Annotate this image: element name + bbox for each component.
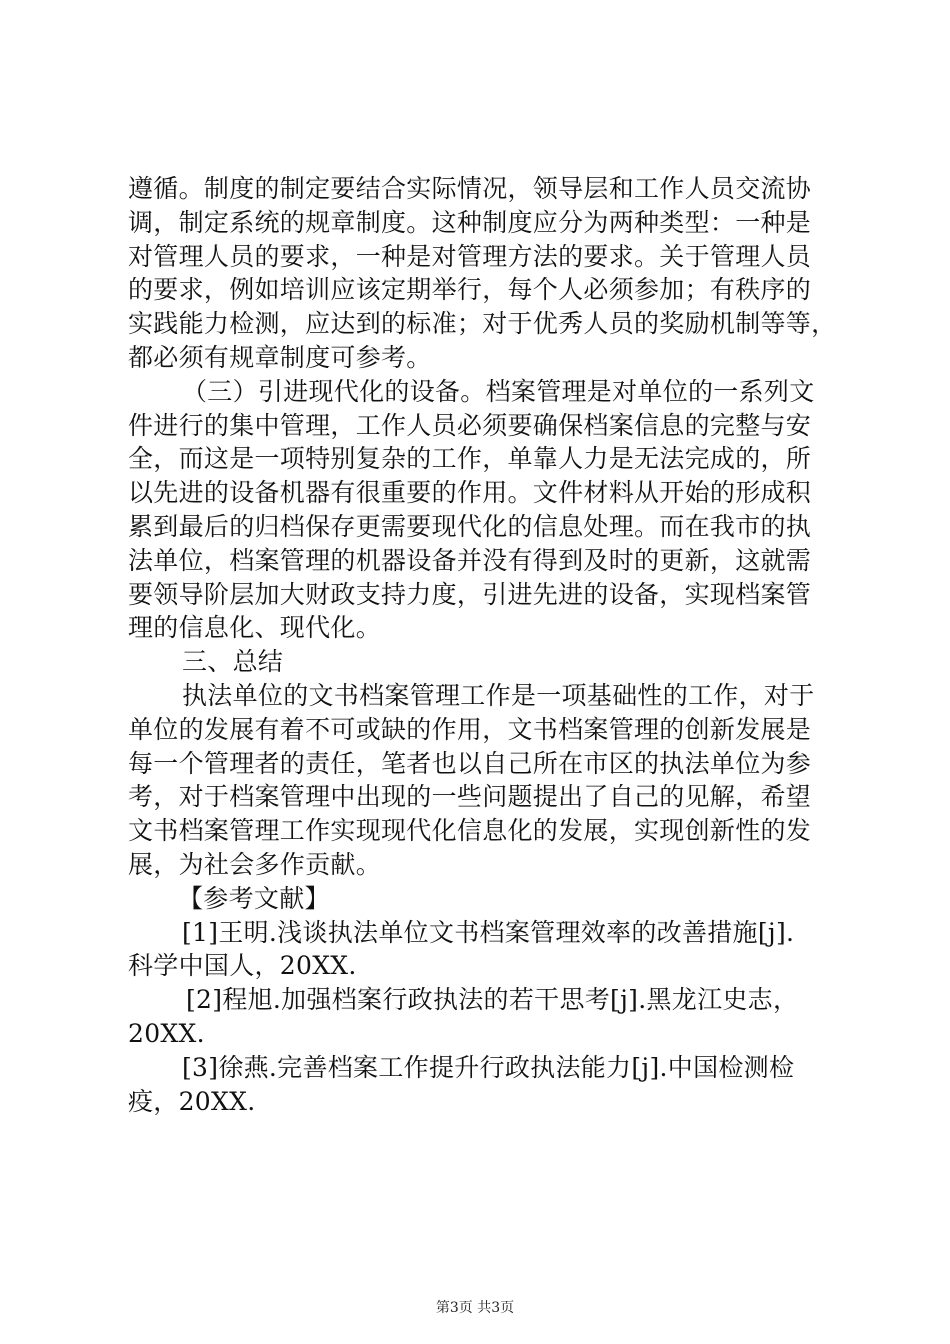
paragraph-line: （三）引进现代化的设备。档案管理是对单位的一系列文 — [182, 376, 815, 406]
paragraph-line: 单位的发展有着不可或缺的作用，文书档案管理的创新发展是 — [128, 714, 812, 744]
paragraph-line: 法单位，档案管理的机器设备并没有得到及时的更新，这就需 — [128, 545, 812, 575]
paragraph-line: 全，而这是一项特别复杂的工作，单靠人力是无法完成的，所 — [128, 444, 812, 474]
paragraph-line: 对管理人员的要求，一种是对管理方法的要求。关于管理人员 — [128, 241, 812, 271]
reference-entry: 科学中国人，20XX. — [128, 951, 357, 981]
reference-entry: 疫，20XX. — [128, 1086, 256, 1116]
document-body — [128, 172, 838, 1118]
reference-entry: [3]徐燕.完善档案工作提升行政执法能力[j].中国检测检 — [182, 1052, 795, 1082]
paragraph-line: 实践能力检测，应达到的标准；对于优秀人员的奖励机制等等， — [128, 309, 837, 339]
references-heading: 【参考文献】 — [178, 883, 330, 913]
paragraph-line: 要领导阶层加大财政支持力度，引进先进的设备，实现档案管 — [128, 579, 812, 609]
paragraph-line: 理的信息化、现代化。 — [128, 613, 382, 643]
reference-entry: 20XX. — [128, 1018, 205, 1048]
paragraph-line: 遵循。制度的制定要结合实际情况，领导层和工作人员交流协 — [128, 174, 812, 203]
paragraph-line: 都必须有规章制度可参考。 — [128, 342, 432, 372]
paragraph-line: 件进行的集中管理，工作人员必须要确保档案信息的完整与安 — [128, 410, 812, 440]
paragraph-line: 每一个管理者的责任，笔者也以自己所在市区的执法单位为参 — [128, 748, 812, 778]
reference-entry: [1]王明.浅谈执法单位文书档案管理效率的改善措施[j]. — [182, 917, 795, 947]
section-heading: 三、总结 — [182, 647, 284, 677]
paragraph-line: 的要求，例如培训应该定期举行，每个人必须参加；有秩序的 — [128, 275, 812, 305]
paragraph-line: 文书档案管理工作实现现代化信息化的发展，实现创新性的发 — [128, 816, 812, 846]
paragraph-line: 调，制定系统的规章制度。这种制度应分为两种类型：一种是 — [128, 207, 812, 237]
paragraph-line: 执法单位的文书档案管理工作是一项基础性的工作，对于 — [182, 680, 815, 710]
reference-entry: [2]程旭.加强档案行政执法的若干思考[j].黑龙江史志， — [186, 985, 799, 1015]
paragraph-line: 累到最后的归档保存更需要现代化的信息处理。而在我市的执 — [128, 511, 812, 541]
paragraph-line: 展，为社会多作贡献。 — [128, 849, 382, 879]
paragraph-line: 以先进的设备机器有很重要的作用。文件材料从开始的形成积 — [128, 478, 812, 508]
page-number: 第3页 共3页 — [435, 1300, 515, 1316]
paragraph-line: 考，对于档案管理中出现的一些问题提出了自己的见解，希望 — [128, 782, 812, 812]
